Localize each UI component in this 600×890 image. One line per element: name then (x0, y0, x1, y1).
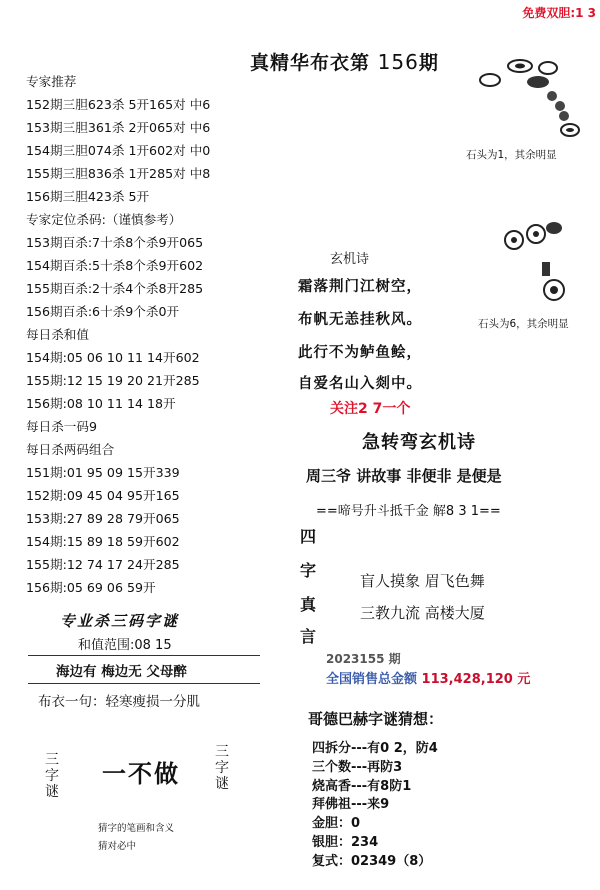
four-char-label: 真 (300, 595, 317, 614)
riddle-main-text: 一不做 (102, 760, 180, 788)
sea-riddle: 海边有 梅边无 父母醉 (56, 664, 187, 680)
twist-poem-title: 急转弯玄机诗 (362, 432, 476, 453)
idiom-row: 三教九流 高楼大厦 (360, 604, 485, 622)
poem-line: 霜落荆门江树空， (298, 279, 422, 295)
daily-sum-row: 156期:08 10 11 14 18开 (26, 396, 176, 411)
three-char-riddle-label-left: 三字谜 (45, 752, 59, 800)
goldbach-row: 复式：02349（8） (312, 853, 432, 869)
daily-pair-row: 151期:01 95 09 15开339 (26, 465, 180, 480)
expert-row: 155期三胆836杀 1开285对 中8 (26, 166, 211, 181)
expert-row: 152期三胆623杀 5开165对 中6 (26, 97, 211, 112)
goldbach-row: 四拆分---有0 2，防4 (312, 741, 438, 756)
idiom-row: 盲人摸象 眉飞色舞 (360, 572, 485, 590)
goldbach-title: 哥德巴赫字谜猜想： (308, 710, 444, 728)
stone-caption-2: 石头为6，其余明显 (478, 318, 569, 330)
position-kill-row: 153期百杀:7十杀8个杀9开065 (26, 235, 204, 250)
stone-figure-2 (496, 216, 586, 308)
four-char-label: 言 (300, 627, 317, 646)
four-char-label: 字 (300, 561, 317, 580)
expert-heading: 专家推荐 (26, 74, 77, 89)
goldbach-list (312, 740, 438, 872)
four-char-label: 四 (300, 527, 317, 546)
buyi-sentence: 布衣一句：轻寒瘦损一分肌 (38, 694, 200, 710)
position-kill-row: 154期百杀:5十杀8个杀9开602 (26, 258, 204, 273)
daily-one-heading: 每日杀一码9 (26, 419, 97, 434)
title-issue: 156 (377, 50, 419, 74)
riddle-title: 专业杀三码字谜 (60, 612, 180, 630)
title-prefix: 真精华布衣第 (250, 52, 371, 74)
daily-pair-heading: 每日杀两码组合 (26, 442, 115, 457)
story-line: 周三爷 讲故事 非便非 是便是 (306, 467, 502, 485)
expert-row: 153期三胆361杀 2开065对 中6 (26, 120, 211, 135)
stone-caption-1: 石头为1，其余明显 (466, 149, 557, 161)
title-suffix: 期 (418, 52, 439, 74)
position-kill-heading: 专家定位杀码:（谨慎参考） (26, 212, 182, 227)
page-title (250, 48, 439, 75)
daily-pair-row: 153期:27 89 28 79开065 (26, 511, 180, 526)
goldbach-row: 三个数---再防3 (312, 759, 403, 775)
riddle-note: 猜对必中 (98, 841, 137, 852)
sales-total (326, 668, 530, 687)
position-kill-row: 155期百杀:2十杀4个杀8开285 (26, 281, 204, 296)
poem-line: 自爱名山入剡中。 (298, 376, 422, 392)
daily-sum-row: 154期:05 06 10 11 14开602 (26, 350, 200, 365)
left-prediction-list (26, 70, 210, 599)
riddle-note: 猜字的笔画和含义 (98, 823, 175, 834)
three-char-riddle-label-right: 三字谜 (215, 744, 229, 792)
sum-range: 和值范围:08 15 (78, 638, 172, 653)
divider (28, 683, 260, 684)
sales-amount: 113,428,120 (421, 672, 513, 687)
goldbach-row: 金胆：0 (312, 816, 361, 832)
expert-row: 156期三胆423杀 5开 (26, 189, 150, 204)
stone-figure-1 (468, 54, 593, 146)
free-double-badge: 免费双胆:1 3 (522, 6, 596, 20)
position-kill-row: 156期百杀:6十杀9个杀0开 (26, 304, 180, 319)
expert-row: 154期三胆074杀 1开602对 中0 (26, 143, 211, 158)
goldbach-row: 拜佛祖---来9 (312, 797, 390, 813)
poem-title: 玄机诗 (330, 252, 370, 267)
poem-line: 布帆无恙挂秋风。 (298, 312, 422, 328)
daily-sum-row: 155期:12 15 19 20 21开285 (26, 373, 200, 388)
sales-unit: 元 (517, 672, 531, 687)
daily-pair-row: 155期:12 74 17 24开285 (26, 557, 180, 572)
daily-sum-heading: 每日杀和值 (26, 327, 89, 342)
daily-pair-row: 154期:15 89 18 59开602 (26, 534, 180, 549)
goldbach-row: 烧高香---有8防1 (312, 778, 412, 794)
clue-line: ==啼号升斗抵千金 解8 3 1== (316, 504, 501, 519)
poem-line: 此行不为鲈鱼鲙， (298, 345, 422, 361)
follow-hint: 关注2 7一个 (330, 401, 411, 417)
sales-label: 全国销售总金额 (326, 672, 418, 687)
divider (28, 655, 260, 656)
sales-period: 2023155 期 (326, 652, 401, 666)
goldbach-row: 银胆：234 (312, 834, 379, 850)
daily-pair-row: 156期:05 69 06 59开 (26, 580, 156, 595)
daily-pair-row: 152期:09 45 04 95开165 (26, 488, 180, 503)
